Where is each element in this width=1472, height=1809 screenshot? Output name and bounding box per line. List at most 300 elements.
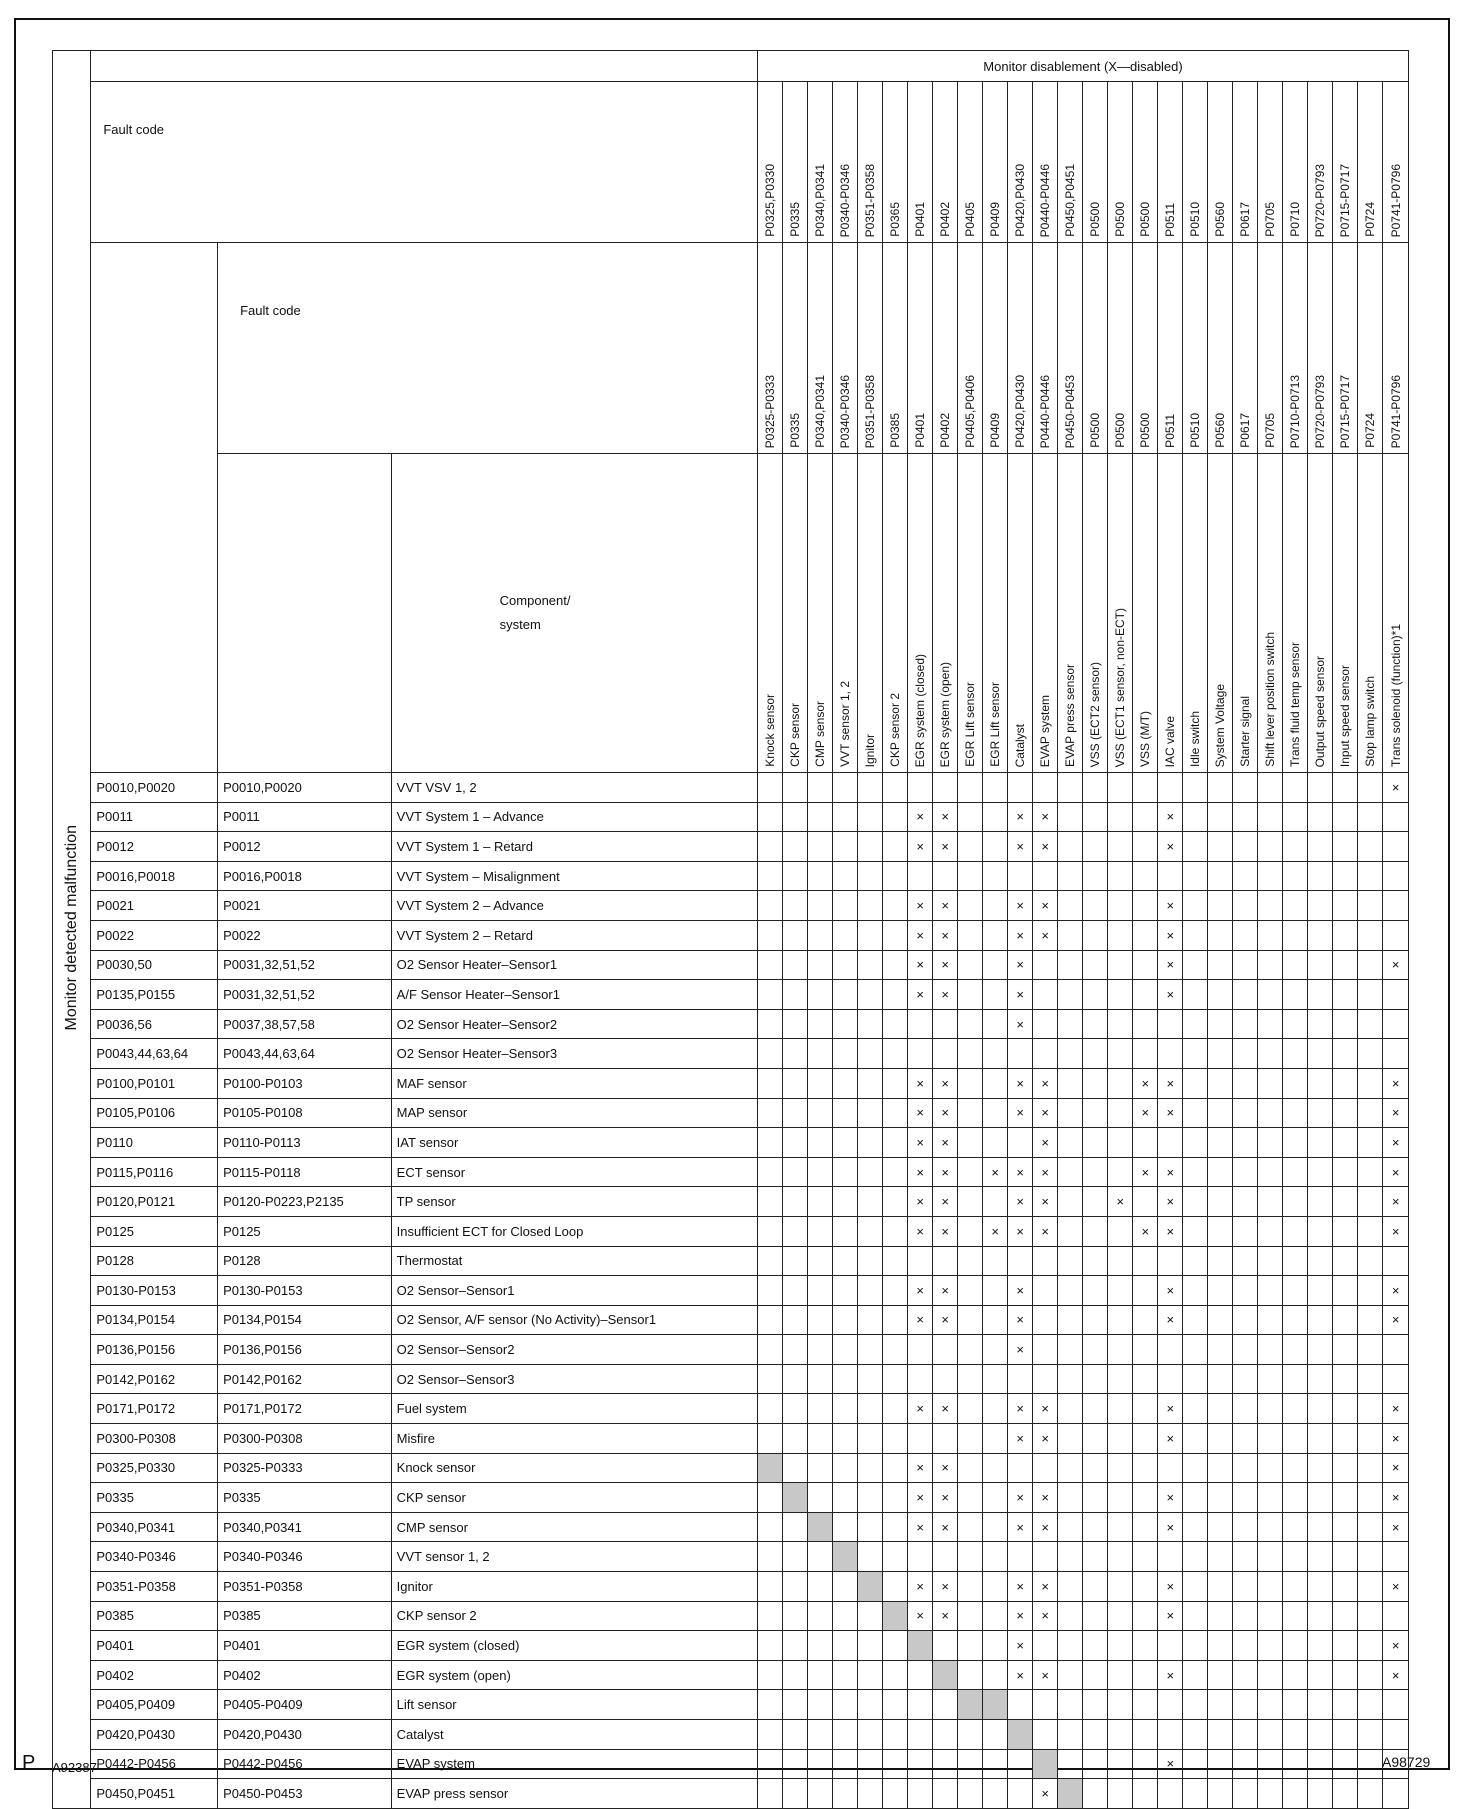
matrix-cell	[1083, 1720, 1108, 1750]
matrix-cell	[1333, 1453, 1358, 1483]
matrix-cell	[1183, 1246, 1208, 1276]
matrix-cell	[1283, 1424, 1308, 1454]
matrix-cell	[1208, 1364, 1233, 1394]
matrix-cell	[958, 1305, 983, 1335]
matrix-cell	[1058, 802, 1083, 832]
matrix-cell	[1233, 1216, 1258, 1246]
matrix-cell	[808, 1542, 833, 1572]
matrix-cell	[1208, 1424, 1233, 1454]
disabled-mark: ×	[1383, 1276, 1409, 1306]
table-row	[53, 1068, 1409, 1098]
matrix-cell	[958, 1098, 983, 1128]
matrix-cell	[808, 1068, 833, 1098]
matrix-cell	[1308, 1187, 1333, 1217]
matrix-cell	[758, 1157, 783, 1187]
matrix-cell	[1158, 1542, 1183, 1572]
matrix-cell	[1283, 1572, 1308, 1602]
matrix-cell	[858, 1483, 883, 1513]
matrix-cell	[1133, 1749, 1158, 1779]
column-code-1	[1033, 82, 1058, 243]
row-fault-code-1: P0300-P0308	[91, 1424, 218, 1454]
row-fault-code-1: P0130-P0153	[91, 1276, 218, 1306]
matrix-cell	[1308, 1424, 1333, 1454]
column-code-1	[1358, 82, 1383, 243]
matrix-cell	[1208, 1720, 1233, 1750]
column-code-2	[1308, 243, 1333, 454]
matrix-cell	[1108, 1216, 1133, 1246]
disabled-mark: ×	[933, 1572, 958, 1602]
disabled-mark: ×	[908, 1068, 933, 1098]
matrix-cell	[1358, 1039, 1383, 1069]
disabled-mark: ×	[1158, 1572, 1183, 1602]
matrix-cell	[883, 1631, 908, 1661]
row-component: O2 Sensor–Sensor1	[391, 1276, 757, 1306]
matrix-cell	[883, 1690, 908, 1720]
table-row	[53, 802, 1409, 832]
matrix-cell	[833, 1660, 858, 1690]
matrix-cell	[1333, 1246, 1358, 1276]
matrix-cell	[1358, 1187, 1383, 1217]
row-fault-code-1: P0125	[91, 1216, 218, 1246]
matrix-cell	[1233, 950, 1258, 980]
matrix-cell	[783, 832, 808, 862]
disabled-mark: ×	[933, 1483, 958, 1513]
matrix-cell	[1258, 980, 1283, 1010]
matrix-cell	[1058, 1246, 1083, 1276]
row-fault-code-2: P0401	[218, 1631, 392, 1661]
matrix-cell	[1233, 1601, 1258, 1631]
matrix-cell	[883, 950, 908, 980]
matrix-cell	[808, 773, 833, 803]
matrix-cell	[783, 1246, 808, 1276]
row-fault-code-1: P0402	[91, 1660, 218, 1690]
column-code-1	[958, 82, 983, 243]
matrix-cell	[1058, 1572, 1083, 1602]
matrix-cell	[1283, 1394, 1308, 1424]
matrix-cell	[758, 1276, 783, 1306]
matrix-cell	[933, 1335, 958, 1365]
matrix-cell	[758, 1690, 783, 1720]
matrix-cell	[933, 1424, 958, 1454]
matrix-cell	[883, 1572, 908, 1602]
matrix-cell	[1133, 1601, 1158, 1631]
matrix-cell	[983, 1335, 1008, 1365]
column-code-2-text: P0500	[1113, 413, 1128, 448]
matrix-cell	[1058, 1690, 1083, 1720]
disabled-mark: ×	[933, 1187, 958, 1217]
matrix-cell	[758, 1187, 783, 1217]
column-code-1-text: P0351-P0358	[863, 163, 878, 237]
column-code-1-text: P0340,P0341	[813, 164, 828, 237]
matrix-cell	[1183, 1779, 1208, 1809]
matrix-cell	[833, 1601, 858, 1631]
matrix-cell	[1083, 1128, 1108, 1158]
matrix-cell	[1083, 1779, 1108, 1809]
matrix-cell	[1258, 1009, 1283, 1039]
disabled-mark: ×	[933, 832, 958, 862]
matrix-cell	[958, 861, 983, 891]
column-code-2	[808, 243, 833, 454]
matrix-cell	[1383, 891, 1409, 921]
matrix-cell	[1258, 1098, 1283, 1128]
disabled-mark: ×	[908, 1305, 933, 1335]
disabled-mark: ×	[933, 980, 958, 1010]
matrix-cell	[1308, 920, 1333, 950]
matrix-cell	[808, 1305, 833, 1335]
matrix-cell	[1083, 891, 1108, 921]
matrix-cell	[1108, 1039, 1133, 1069]
matrix-cell	[858, 1660, 883, 1690]
matrix-cell	[1058, 1009, 1083, 1039]
table-row	[53, 1216, 1409, 1246]
monitor-title-row	[53, 51, 1409, 82]
matrix-cell	[1333, 1631, 1358, 1661]
disabled-mark: ×	[1033, 1098, 1058, 1128]
table-row	[53, 1542, 1409, 1572]
column-code-2-text: P0409	[988, 413, 1003, 448]
matrix-cell	[1283, 1157, 1308, 1187]
matrix-cell	[1158, 1128, 1183, 1158]
matrix-cell	[1033, 1749, 1058, 1779]
row-component: IAT sensor	[391, 1128, 757, 1158]
matrix-cell	[783, 1542, 808, 1572]
matrix-cell	[1258, 1039, 1283, 1069]
disabled-mark: ×	[1158, 1068, 1183, 1098]
column-system	[958, 454, 983, 773]
matrix-cell	[783, 1601, 808, 1631]
disabled-mark: ×	[1158, 920, 1183, 950]
column-code-1-text: P0340-P0346	[838, 163, 853, 237]
matrix-cell	[1133, 773, 1158, 803]
disabled-mark: ×	[1133, 1068, 1158, 1098]
matrix-cell	[1033, 1720, 1058, 1750]
row-component: O2 Sensor–Sensor3	[391, 1364, 757, 1394]
matrix-cell	[1208, 1572, 1233, 1602]
matrix-cell	[1133, 1394, 1158, 1424]
row-component: Lift sensor	[391, 1690, 757, 1720]
matrix-cell	[1233, 802, 1258, 832]
matrix-cell	[1383, 920, 1409, 950]
matrix-cell	[858, 891, 883, 921]
matrix-cell	[1233, 1039, 1258, 1069]
disabled-mark: ×	[1158, 1276, 1183, 1306]
matrix-cell	[958, 1335, 983, 1365]
matrix-cell	[1208, 1542, 1233, 1572]
matrix-cell	[1183, 802, 1208, 832]
matrix-cell	[758, 832, 783, 862]
matrix-cell	[1083, 1542, 1108, 1572]
matrix-cell	[883, 1335, 908, 1365]
row-fault-code-2: P0115-P0118	[218, 1157, 392, 1187]
matrix-cell	[758, 1424, 783, 1454]
matrix-cell	[1208, 1216, 1233, 1246]
matrix-cell	[1033, 1335, 1058, 1365]
blank-indent-3b	[218, 454, 392, 773]
matrix-cell	[983, 1128, 1008, 1158]
matrix-cell	[783, 1276, 808, 1306]
matrix-cell	[858, 1572, 883, 1602]
matrix-cell	[1183, 1542, 1208, 1572]
matrix-cell	[758, 1720, 783, 1750]
matrix-cell	[1358, 1246, 1383, 1276]
column-code-1-text: P0335	[788, 202, 803, 237]
disabled-mark: ×	[1008, 1483, 1033, 1513]
matrix-cell	[858, 1424, 883, 1454]
disabled-mark: ×	[1008, 1305, 1033, 1335]
matrix-cell	[833, 1305, 858, 1335]
matrix-cell	[758, 1128, 783, 1158]
column-system	[808, 454, 833, 773]
column-code-1	[1083, 82, 1108, 243]
matrix-cell	[1233, 1572, 1258, 1602]
matrix-cell	[1133, 861, 1158, 891]
column-code-2	[858, 243, 883, 454]
matrix-cell	[983, 1690, 1008, 1720]
matrix-cell	[933, 1631, 958, 1661]
disabled-mark: ×	[1008, 1631, 1033, 1661]
matrix-cell	[783, 1394, 808, 1424]
matrix-cell	[1333, 1660, 1358, 1690]
matrix-cell	[1033, 1364, 1058, 1394]
row-fault-code-2: P0016,P0018	[218, 861, 392, 891]
disabled-mark: ×	[1008, 980, 1033, 1010]
matrix-cell	[1058, 1068, 1083, 1098]
matrix-cell	[808, 1128, 833, 1158]
matrix-cell	[908, 1335, 933, 1365]
row-component: O2 Sensor, A/F sensor (No Activity)–Sensor1	[391, 1305, 757, 1335]
matrix-cell	[1133, 1483, 1158, 1513]
matrix-cell	[783, 1335, 808, 1365]
disabled-mark: ×	[1033, 1779, 1058, 1809]
matrix-cell	[1283, 1601, 1308, 1631]
disabled-mark: ×	[1158, 1187, 1183, 1217]
row-fault-code-1: P0022	[91, 920, 218, 950]
matrix-cell	[833, 950, 858, 980]
row-fault-code-2: P0450-P0453	[218, 1779, 392, 1809]
matrix-cell	[1308, 1276, 1333, 1306]
row-component: Insufficient ECT for Closed Loop	[391, 1216, 757, 1246]
matrix-cell	[783, 1690, 808, 1720]
matrix-cell	[1158, 1246, 1183, 1276]
matrix-cell	[1133, 1305, 1158, 1335]
matrix-cell	[783, 1009, 808, 1039]
matrix-cell	[883, 1128, 908, 1158]
column-code-2-text: P0335	[788, 413, 803, 448]
matrix-cell	[1058, 1483, 1083, 1513]
row-fault-code-1: P0340-P0346	[91, 1542, 218, 1572]
disabled-mark: ×	[1033, 1128, 1058, 1158]
blank-corner	[91, 51, 758, 82]
disabled-mark: ×	[1008, 1187, 1033, 1217]
matrix-cell	[858, 1068, 883, 1098]
disabled-mark: ×	[1008, 950, 1033, 980]
matrix-cell	[983, 1098, 1008, 1128]
matrix-cell	[1058, 1187, 1083, 1217]
column-code-2-text: P0351-P0358	[863, 374, 878, 448]
row-fault-code-1: P0142,P0162	[91, 1364, 218, 1394]
matrix-cell	[1258, 1631, 1283, 1661]
matrix-cell	[1183, 1039, 1208, 1069]
row-fault-code-1: P0135,P0155	[91, 980, 218, 1010]
matrix-cell	[1358, 861, 1383, 891]
matrix-cell	[833, 1276, 858, 1306]
matrix-cell	[1258, 1601, 1283, 1631]
matrix-cell	[1183, 891, 1208, 921]
matrix-cell	[933, 1039, 958, 1069]
matrix-cell	[983, 1720, 1008, 1750]
matrix-cell	[1158, 1779, 1183, 1809]
matrix-cell	[1258, 1690, 1283, 1720]
matrix-cell	[1308, 1009, 1333, 1039]
column-code-1-text: P0500	[1113, 202, 1128, 237]
column-code-1-text: P0420,P0430	[1013, 164, 1028, 237]
matrix-cell	[1258, 861, 1283, 891]
row-fault-code-2: P0130-P0153	[218, 1276, 392, 1306]
matrix-cell	[1183, 1394, 1208, 1424]
matrix-cell	[808, 1631, 833, 1661]
matrix-cell	[1033, 1542, 1058, 1572]
matrix-cell	[1258, 1542, 1283, 1572]
matrix-cell	[1383, 1335, 1409, 1365]
disabled-mark: ×	[1133, 1216, 1158, 1246]
matrix-cell	[758, 1749, 783, 1779]
matrix-cell	[758, 1039, 783, 1069]
disabled-mark: ×	[1008, 1216, 1033, 1246]
row-fault-code-2: P0136,P0156	[218, 1335, 392, 1365]
disabled-mark: ×	[983, 1157, 1008, 1187]
matrix-cell	[958, 1039, 983, 1069]
matrix-cell	[1183, 1512, 1208, 1542]
column-system	[1158, 454, 1183, 773]
matrix-cell	[1108, 1631, 1133, 1661]
column-code-2-text: P0440-P0446	[1038, 374, 1053, 448]
matrix-cell	[1308, 1453, 1333, 1483]
column-code-1	[1183, 82, 1208, 243]
matrix-cell	[808, 1660, 833, 1690]
column-system-text: Starter signal	[1238, 696, 1253, 767]
matrix-cell	[1258, 950, 1283, 980]
matrix-cell	[908, 1246, 933, 1276]
matrix-cell	[1383, 1039, 1409, 1069]
matrix-cell	[858, 980, 883, 1010]
disabled-mark: ×	[1383, 1424, 1409, 1454]
table-row	[53, 920, 1409, 950]
matrix-cell	[1333, 891, 1358, 921]
matrix-cell	[1083, 1335, 1108, 1365]
matrix-cell	[1058, 1039, 1083, 1069]
matrix-cell	[1083, 1157, 1108, 1187]
disabled-mark: ×	[1033, 920, 1058, 950]
matrix-cell	[858, 1394, 883, 1424]
fault-code-row-2	[53, 243, 1409, 454]
row-component: O2 Sensor–Sensor2	[391, 1335, 757, 1365]
column-code-1-text: P0405	[963, 202, 978, 237]
matrix-cell	[983, 1364, 1008, 1394]
matrix-cell	[1283, 1720, 1308, 1750]
matrix-cell	[1183, 980, 1208, 1010]
matrix-cell	[1083, 1216, 1108, 1246]
matrix-cell	[1108, 1542, 1133, 1572]
column-system-text: Output speed sensor	[1313, 655, 1328, 767]
disabled-mark: ×	[1158, 1157, 1183, 1187]
matrix-cell	[908, 1631, 933, 1661]
row-fault-code-1: P0136,P0156	[91, 1335, 218, 1365]
matrix-cell	[958, 1394, 983, 1424]
matrix-cell	[1333, 1187, 1358, 1217]
column-code-2	[1258, 243, 1283, 454]
matrix-cell	[1008, 1453, 1033, 1483]
matrix-cell	[1108, 980, 1133, 1010]
matrix-cell	[1033, 1631, 1058, 1661]
matrix-cell	[1133, 1364, 1158, 1394]
row-component: EGR system (open)	[391, 1660, 757, 1690]
column-code-2	[883, 243, 908, 454]
matrix-cell	[1383, 1364, 1409, 1394]
matrix-cell	[858, 950, 883, 980]
matrix-cell	[783, 861, 808, 891]
row-fault-code-2: P0043,44,63,64	[218, 1039, 392, 1069]
column-system	[933, 454, 958, 773]
matrix-cell	[1283, 1779, 1308, 1809]
column-code-1-text: P0450,P0451	[1063, 164, 1078, 237]
matrix-cell	[1358, 1216, 1383, 1246]
matrix-cell	[1008, 1128, 1033, 1158]
matrix-cell	[1108, 802, 1133, 832]
matrix-cell	[858, 1276, 883, 1306]
disabled-mark: ×	[1383, 1128, 1409, 1158]
table-row	[53, 861, 1409, 891]
row-fault-code-1: P0115,P0116	[91, 1157, 218, 1187]
matrix-cell	[1183, 1187, 1208, 1217]
column-code-1	[858, 82, 883, 243]
matrix-cell	[808, 802, 833, 832]
matrix-cell	[1233, 920, 1258, 950]
disabled-mark: ×	[1383, 1483, 1409, 1513]
matrix-cell	[808, 950, 833, 980]
column-code-1-text: P0710	[1288, 202, 1303, 237]
column-system-text: CKP sensor 2	[888, 693, 903, 767]
component-label-line2: system	[499, 617, 541, 632]
column-system-text: Catalyst	[1013, 723, 1028, 767]
matrix-cell	[883, 1187, 908, 1217]
matrix-cell	[958, 1424, 983, 1454]
column-system	[1308, 454, 1333, 773]
column-code-2	[1183, 243, 1208, 454]
matrix-cell	[1058, 1098, 1083, 1128]
matrix-cell	[808, 1453, 833, 1483]
matrix-cell	[1233, 1631, 1258, 1661]
matrix-cell	[858, 1690, 883, 1720]
matrix-cell	[808, 1009, 833, 1039]
disabled-mark: ×	[933, 1128, 958, 1158]
matrix-cell	[1208, 891, 1233, 921]
matrix-cell	[1008, 861, 1033, 891]
matrix-cell	[808, 1039, 833, 1069]
disabled-mark: ×	[1008, 1276, 1033, 1306]
row-fault-code-1: P0036,56	[91, 1009, 218, 1039]
disabled-mark: ×	[1133, 1098, 1158, 1128]
matrix-cell	[758, 1660, 783, 1690]
matrix-cell	[1133, 1424, 1158, 1454]
column-code-1	[1333, 82, 1358, 243]
matrix-cell	[1258, 1424, 1283, 1454]
matrix-cell	[1058, 1749, 1083, 1779]
matrix-cell	[1283, 1216, 1308, 1246]
table-row	[53, 1779, 1409, 1809]
matrix-cell	[1108, 950, 1133, 980]
row-component: Ignitor	[391, 1572, 757, 1602]
row-component: Thermostat	[391, 1246, 757, 1276]
